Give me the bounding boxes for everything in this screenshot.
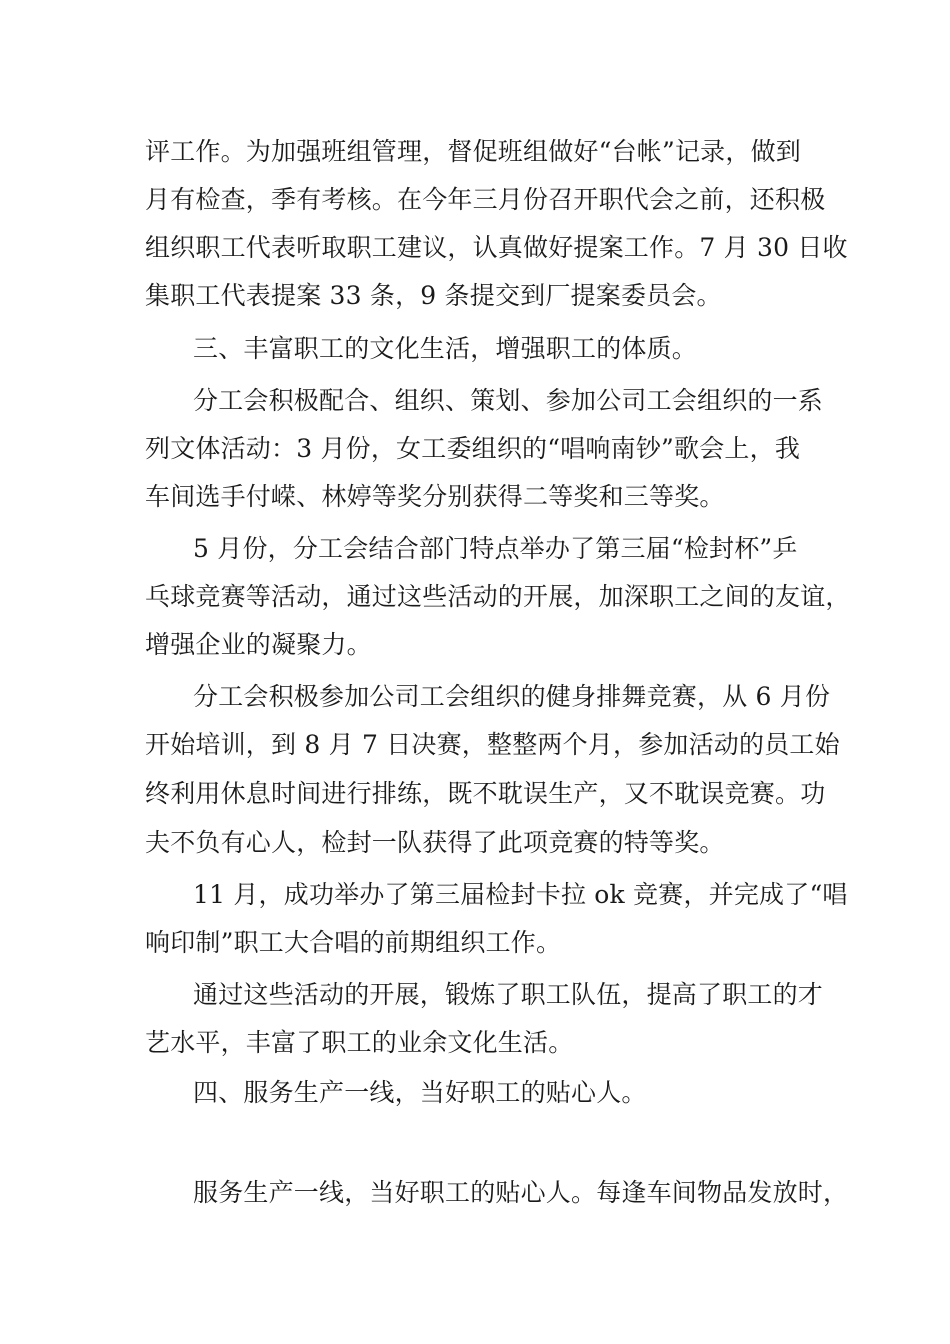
text-line: 增强企业的凝聚力。 [145, 630, 372, 659]
text-line: 开始培训，到 8 月 7 日决赛，整整两个月，参加活动的员工始 [145, 730, 840, 759]
section-heading: 四、服务生产一线，当好职工的贴心人。 [193, 1078, 647, 1107]
text-line: 分工会积极参加公司工会组织的健身排舞竞赛，从 6 月份 [193, 682, 831, 711]
text-line: 车间选手付嵘、林婷等奖分别获得二等奖和三等奖。 [145, 482, 725, 511]
text-line: 集职工代表提案 33 条，9 条提交到厂提案委员会。 [145, 281, 722, 310]
text-line: 组织职工代表听取职工建议，认真做好提案工作。7 月 30 日收 [145, 233, 848, 262]
text-line: 终利用休息时间进行排练，既不耽误生产，又不耽误竞赛。功 [145, 779, 826, 808]
text-line: 11 月，成功举办了第三届检封卡拉 ok 竞赛，并完成了“唱 [193, 880, 848, 909]
text-line: 服务生产一线，当好职工的贴心人。每逢车间物品发放时， [193, 1178, 849, 1207]
text-line: 夫不负有心人，检封一队获得了此项竞赛的特等奖。 [145, 828, 725, 857]
text-line: 乓球竞赛等活动，通过这些活动的开展，加深职工之间的友谊， [145, 582, 851, 611]
text-line: 列文体活动：3 月份，女工委组织的“唱响南钞”歌会上，我 [145, 434, 801, 463]
section-heading: 三、丰富职工的文化生活，增强职工的体质。 [193, 334, 698, 363]
text-line: 通过这些活动的开展，锻炼了职工队伍，提高了职工的才 [193, 980, 824, 1009]
text-line: 艺水平，丰富了职工的业余文化生活。 [145, 1028, 574, 1057]
text-line: 5 月份，分工会结合部门特点举办了第三届“检封杯”乒 [193, 534, 798, 563]
text-line: 响印制”职工大合唱的前期组织工作。 [145, 928, 562, 957]
text-line: 分工会积极配合、组织、策划、参加公司工会组织的一系 [193, 386, 824, 415]
text-line: 月有检查，季有考核。在今年三月份召开职代会之前，还积极 [145, 185, 826, 214]
text-line: 评工作。为加强班组管理，督促班组做好“台帐”记录，做到 [145, 137, 801, 166]
